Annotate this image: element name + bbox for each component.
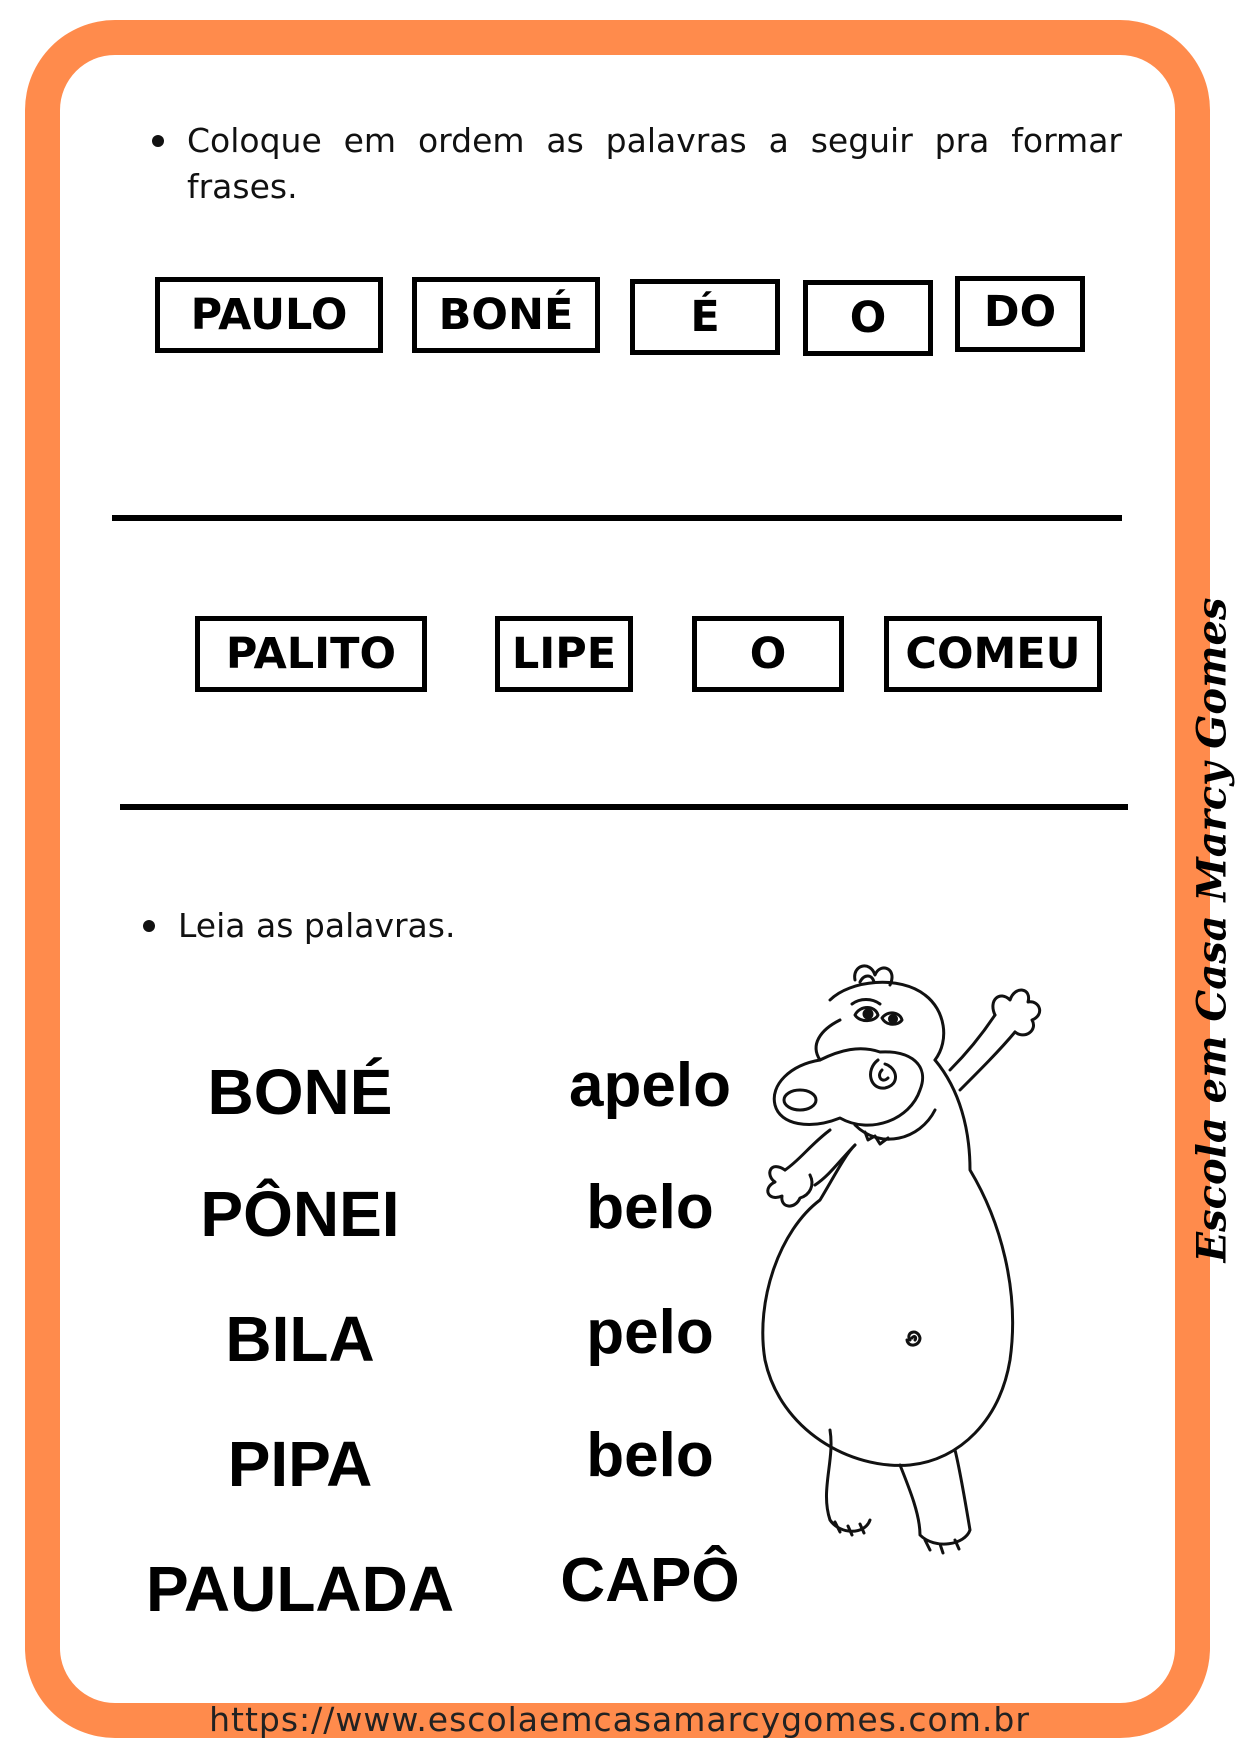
reading-word: belo [586, 1421, 714, 1490]
word-card-e[interactable]: É [630, 279, 780, 355]
reading-word: BONÉ [207, 1056, 393, 1128]
word-card-do[interactable]: DO [955, 276, 1085, 352]
instruction-order-words [152, 118, 1122, 210]
hippo-illustration [760, 960, 1150, 1620]
reading-word: BILA [225, 1303, 375, 1375]
word-card-comeu[interactable]: COMEU [884, 616, 1102, 692]
word-card-palito[interactable]: PALITO [195, 616, 427, 692]
bullet-icon [152, 135, 164, 147]
word-card-o[interactable]: O [803, 280, 933, 356]
reading-word: PÔNEI [200, 1178, 400, 1250]
word-card-bone[interactable]: BONÉ [412, 277, 600, 353]
reading-word: belo [586, 1173, 714, 1242]
side-credit: Escola em Casa Marcy Gomes [1188, 597, 1236, 1263]
instruction-text: Leia as palavras. [178, 906, 456, 945]
reading-word: CAPÔ [560, 1546, 740, 1615]
word-card-lipe[interactable]: LIPE [495, 616, 633, 692]
instruction-read-words [143, 903, 743, 949]
word-card-o-2[interactable]: O [692, 616, 844, 692]
answer-line-2[interactable] [120, 804, 1128, 810]
reading-word: pelo [586, 1298, 714, 1367]
bullet-icon [143, 920, 155, 932]
word-card-paulo[interactable]: PAULO [155, 277, 383, 353]
instruction-text: Coloque em ordem as palavras a seguir pra formar frases. [187, 121, 1122, 206]
reading-word: PAULADA [145, 1553, 455, 1625]
reading-word: PIPA [227, 1428, 373, 1500]
footer-url[interactable]: https://www.escolaemcasamarcygomes.com.br [209, 1700, 1030, 1739]
answer-line-1[interactable] [112, 515, 1122, 521]
reading-word: apelo [569, 1051, 731, 1120]
